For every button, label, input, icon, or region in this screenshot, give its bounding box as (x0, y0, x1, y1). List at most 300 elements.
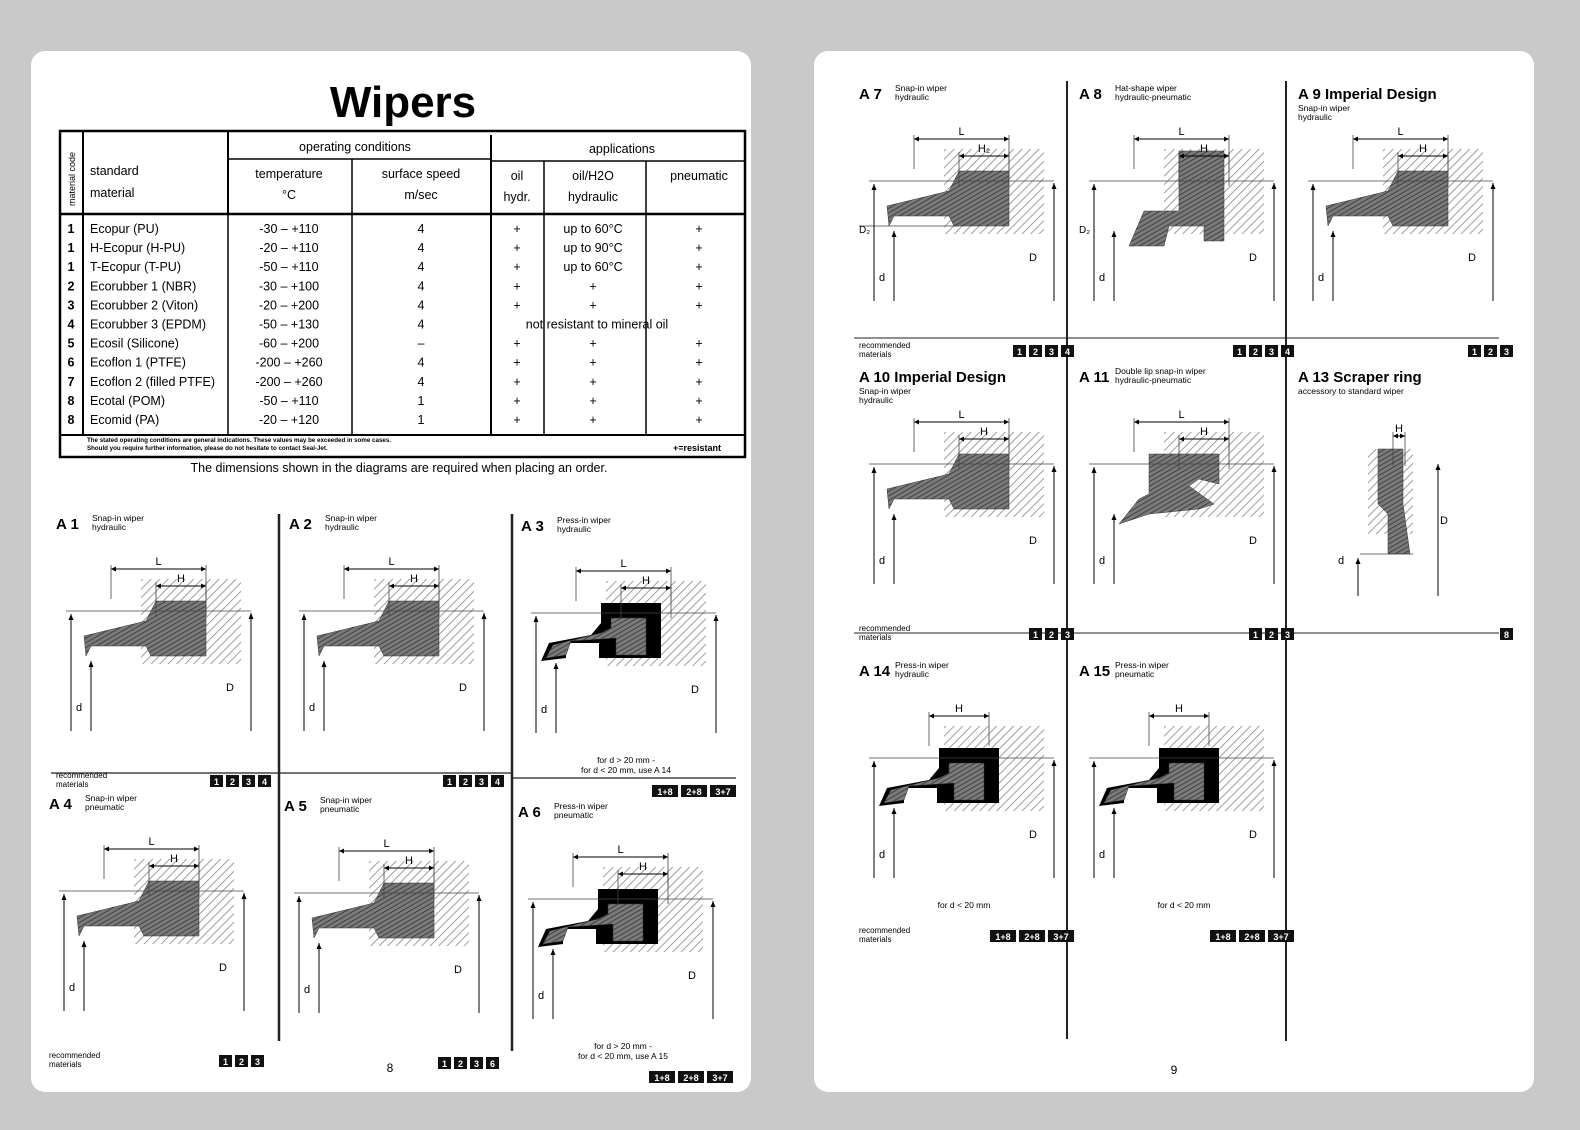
dimension-h-label: H (955, 703, 963, 715)
profile-description: Snap-in wiper (92, 513, 144, 523)
pneumatic-cell: + (695, 279, 703, 294)
oil-h2o-cell: up to 60°C (563, 260, 623, 275)
wiper-profile-cell (1079, 366, 1294, 640)
size-note: for d < 20 mm (1157, 900, 1211, 910)
header-oil-h2o: oil/H2O (572, 169, 614, 183)
dimension-l-label: L (148, 836, 155, 848)
material-badge: 8 (1503, 630, 1510, 640)
material-code-cell: 8 (67, 413, 75, 427)
header-pneumatic: pneumatic (670, 169, 728, 183)
size-note: for d < 20 mm (937, 900, 991, 910)
dimension-d2: D₂ (859, 225, 871, 236)
seal-cross-section (531, 558, 719, 733)
left-page-canvas (31, 51, 751, 1092)
profile-application: pneumatic (320, 804, 360, 814)
seal-cross-section (528, 844, 716, 1019)
material-badge: 2 (1268, 630, 1275, 640)
material-badge: 2+8 (1244, 932, 1260, 942)
material-code-cell: 3 (67, 298, 75, 313)
oil-cell: + (513, 413, 521, 427)
dimension-small-d: d (879, 272, 886, 284)
table-row (68, 241, 703, 255)
dimensions-note: The dimensions shown in the diagrams are required when placing an order. (190, 461, 608, 475)
material-code-cell: 8 (67, 393, 75, 408)
material-code-cell: 1 (67, 222, 75, 236)
header-material-1: standard (90, 164, 139, 178)
material-badges (649, 1071, 733, 1083)
profile-code: A 7 (859, 86, 882, 103)
material-badge: 3 (1503, 347, 1510, 357)
dimension-big-d: D (688, 970, 696, 982)
speed-cell: 1 (417, 393, 425, 408)
material-badge: 3 (478, 777, 485, 787)
wiper-profile-cell (56, 513, 271, 789)
profile-description: Press-in wiper (1115, 660, 1169, 670)
page-number-left: 8 (386, 1061, 394, 1075)
speed-cell: 4 (417, 222, 425, 236)
oil-h2o-cell: + (589, 336, 597, 351)
pneumatic-cell: + (695, 374, 703, 389)
dimension-big-d: D (691, 684, 699, 696)
profile-code: A 4 (49, 796, 72, 813)
right-catalog-page (814, 51, 1534, 1092)
material-badge: 2 (462, 777, 469, 787)
recommended-label: recommended (56, 771, 108, 780)
dimension-small-d: d (309, 702, 316, 714)
dimension-h-label: H (410, 573, 418, 585)
profile-code: A 14 (859, 663, 891, 680)
profile-description: Press-in wiper (557, 515, 611, 525)
profile-application: hydraulic (92, 522, 127, 532)
material-badge: 4 (261, 777, 268, 787)
table-row (68, 222, 703, 236)
material-badge: 1 (222, 1057, 229, 1067)
wiper-profile-cell (1298, 86, 1513, 357)
material-badge: 1 (1252, 630, 1259, 640)
page-number-right: 9 (1170, 1063, 1178, 1077)
speed-cell: 4 (417, 298, 425, 313)
dimension-big-d: D (1029, 535, 1037, 547)
material-badges (1233, 345, 1294, 357)
oil-h2o-cell: + (589, 355, 597, 370)
profile-description: Snap-in wiper (895, 83, 947, 93)
materials-label: materials (859, 633, 892, 642)
dimension-big-d: D (459, 682, 467, 694)
profile-code: A 8 (1079, 86, 1102, 103)
material-badge: 1+8 (657, 787, 673, 797)
dimension-small-d: d (1099, 555, 1106, 567)
left-catalog-page (31, 51, 751, 1092)
profile-code: A 3 (521, 518, 544, 535)
wiper-profile-cell (1298, 369, 1513, 640)
profile-description: Snap-in wiper (85, 793, 137, 803)
dimension-h-label: H (1200, 426, 1208, 438)
dimension-l-label: L (1397, 126, 1404, 138)
dimension-h-label: H (1200, 143, 1208, 155)
material-name-cell: Ecopur (PU) (90, 222, 159, 236)
seal-cross-section (66, 556, 254, 731)
seal-cross-section (59, 836, 247, 1011)
material-badges (652, 785, 736, 797)
profile-application: hydraulic-pneumatic (1115, 375, 1192, 385)
profile-code: A 10 Imperial Design (859, 369, 1006, 386)
material-name-cell: Ecorubber 2 (Viton) (90, 298, 199, 313)
material-badges (438, 1057, 499, 1069)
profile-application: hydraulic (859, 395, 894, 405)
seal-cross-section (869, 409, 1057, 584)
table-row (68, 279, 703, 293)
seal-cross-section (1308, 126, 1496, 301)
dimension-l-label: L (1178, 126, 1185, 138)
material-badge: 1 (1236, 347, 1243, 357)
material-badges (1249, 628, 1294, 640)
wiper-profile-cell (859, 369, 1074, 642)
dimension-big-d: D (1249, 535, 1257, 547)
table-footnote-1: The stated operating conditions are general indications. These values may be exceeded in some cases. (87, 437, 391, 444)
material-badges (219, 1055, 264, 1067)
profile-code: A 5 (284, 798, 307, 815)
material-badge: 1 (213, 777, 220, 787)
material-name-cell: Ecorubber 1 (NBR) (90, 279, 197, 294)
table-row (68, 375, 703, 389)
oil-cell: + (513, 374, 521, 389)
seal-cross-section (299, 556, 487, 731)
materials-label: materials (859, 350, 892, 359)
header-temperature-unit: °C (281, 188, 297, 202)
material-badges (990, 930, 1074, 942)
profile-code: A 13 Scraper ring (1298, 369, 1422, 386)
speed-cell: 4 (417, 260, 425, 275)
profile-code: A 9 Imperial Design (1298, 86, 1437, 103)
wiper-profile-cell (1079, 660, 1294, 942)
material-badge: 2+8 (683, 1073, 699, 1083)
dimension-h-label: H (1419, 143, 1427, 155)
table-footnote-2: Should you require further information, please do not hesitate to contact Seal-Jet. (87, 445, 328, 452)
material-badge: 1 (1016, 347, 1023, 357)
page-title: Wipers (329, 78, 477, 127)
dimension-l-label: L (388, 556, 395, 568)
material-badge: 2 (1252, 347, 1259, 357)
recommended-label: recommended (49, 1051, 101, 1060)
material-badge: 2 (457, 1059, 464, 1069)
temperature-cell: -60 – +200 (258, 336, 320, 351)
wiper-profile-cell (518, 801, 733, 1083)
temperature-cell: -30 – +100 (258, 279, 320, 294)
header-oil-hydr: hydr. (503, 190, 531, 204)
table-row (68, 260, 703, 274)
pneumatic-cell: + (695, 241, 703, 256)
temperature-cell: -200 – +260 (255, 374, 323, 389)
material-code-cell: 1 (67, 260, 75, 275)
wiper-profile-cell (859, 660, 1074, 944)
table-row (68, 413, 703, 427)
profile-application: hydraulic-pneumatic (1115, 92, 1192, 102)
dimension-small-d: d (1338, 555, 1345, 567)
dimension-big-d: D (1029, 252, 1037, 264)
material-badges (1210, 930, 1294, 942)
pneumatic-cell: + (695, 393, 703, 408)
oil-cell: + (513, 336, 521, 351)
dimension-h-label: H (980, 426, 988, 438)
recommended-label: recommended (859, 341, 911, 350)
dimension-h-label: H (642, 575, 650, 587)
material-badge: 2 (1032, 347, 1039, 357)
material-name-cell: Ecotal (POM) (90, 393, 166, 408)
material-code-cell: 4 (67, 317, 75, 332)
dimension-l-label: L (958, 409, 965, 421)
dimension-small-d: d (76, 702, 83, 714)
seal-cross-section (869, 703, 1057, 878)
dimension-small-d: d (879, 849, 886, 861)
speed-cell: 4 (417, 279, 425, 294)
temperature-cell: -200 – +260 (255, 355, 323, 370)
oil-h2o-cell: + (589, 279, 597, 294)
pneumatic-cell: + (695, 413, 703, 427)
profile-application: hydraulic (325, 522, 360, 532)
header-applications: applications (588, 142, 656, 156)
temperature-cell: -20 – +200 (258, 298, 320, 313)
speed-cell: 1 (417, 413, 425, 427)
header-operating-conditions: operating conditions (299, 140, 411, 154)
dimension-small-d: d (541, 704, 548, 716)
profile-application: pneumatic (85, 802, 125, 812)
wiper-profile-cell (859, 83, 1074, 359)
table-body (68, 222, 703, 427)
material-badge: 3+7 (1053, 932, 1069, 942)
material-badge: 3 (245, 777, 252, 787)
wiper-profile-cell (284, 795, 499, 1069)
table-row (68, 318, 669, 332)
profile-application: hydraulic (557, 524, 592, 534)
dimension-l-label: L (620, 558, 627, 570)
dimension-big-d: D (454, 964, 462, 976)
material-badge: 3+7 (715, 787, 731, 797)
dimension-h-label: H (1175, 703, 1183, 715)
material-code-cell: 1 (67, 241, 75, 256)
material-badge: 3+7 (1273, 932, 1289, 942)
dimension-small-d: d (879, 555, 886, 567)
seal-cross-section (1089, 703, 1277, 878)
profile-application: pneumatic (554, 810, 594, 820)
profile-code: A 2 (289, 516, 312, 533)
pneumatic-cell: + (695, 336, 703, 351)
speed-cell: 4 (417, 374, 425, 389)
seal-cross-section (1089, 409, 1277, 584)
pneumatic-cell: + (695, 260, 703, 275)
dimension-big-d: D (1029, 829, 1037, 841)
material-badges (443, 775, 504, 787)
profile-application: hydraulic (895, 92, 930, 102)
pneumatic-cell: + (695, 298, 703, 313)
profile-application: hydraulic (1298, 112, 1333, 122)
material-name-cell: Ecorubber 3 (EPDM) (90, 317, 207, 332)
dimension-d2: D₂ (1079, 225, 1091, 236)
size-note: for d > 20 mm - (597, 755, 655, 765)
profile-application: hydraulic (895, 669, 930, 679)
dimension-small-d: d (304, 984, 311, 996)
speed-cell: 4 (417, 355, 425, 370)
header-surface-speed-unit: m/sec (404, 188, 438, 202)
material-code-header: material code (67, 151, 77, 206)
pneumatic-cell: + (695, 222, 703, 236)
oil-h2o-cell: + (589, 374, 597, 389)
wiper-profile-cell (521, 515, 736, 797)
profile-code: A 15 (1079, 663, 1111, 680)
dimension-h-label: H (170, 853, 178, 865)
material-name-cell: Ecoflon 1 (PTFE) (90, 355, 186, 370)
size-note: for d < 20 mm, use A 15 (577, 1051, 669, 1061)
speed-cell: – (417, 336, 425, 351)
material-badge: 3 (1284, 630, 1291, 640)
speed-cell: 4 (417, 317, 425, 332)
material-code-cell: 5 (67, 336, 75, 351)
material-badge: 1+8 (995, 932, 1011, 942)
temperature-cell: -20 – +120 (258, 413, 320, 427)
seal-cross-section (1079, 126, 1277, 301)
material-badge: 4 (1064, 347, 1071, 357)
material-badge: 1 (441, 1059, 448, 1069)
dimension-big-d: D (219, 962, 227, 974)
oil-h2o-cell: + (589, 298, 597, 313)
seal-cross-section (859, 126, 1057, 301)
material-badge: 3+7 (712, 1073, 728, 1083)
recommended-label: recommended (859, 624, 911, 633)
table-row (68, 356, 703, 370)
material-badges (1500, 628, 1513, 640)
dimension-l-label: L (1178, 409, 1185, 421)
right-page-canvas (814, 51, 1534, 1092)
dimension-l-label: L (617, 844, 624, 856)
oil-cell: + (513, 279, 521, 294)
dimension-l-label: L (383, 838, 390, 850)
temperature-cell: -50 – +130 (258, 317, 320, 332)
oil-cell: + (513, 222, 521, 236)
material-badges (210, 775, 271, 787)
oil-h2o-cell: + (589, 413, 597, 427)
wiper-profile-cell (1079, 83, 1294, 357)
profile-description: Snap-in wiper (325, 513, 377, 523)
profile-description: accessory to standard wiper (1298, 386, 1404, 396)
dimension-big-d: D (1249, 252, 1257, 264)
material-badge: 6 (489, 1059, 496, 1069)
dimension-big-d: D (1468, 252, 1476, 264)
pneumatic-cell: + (695, 355, 703, 370)
header-material-2: material (90, 186, 135, 200)
table-row (68, 337, 703, 351)
material-badge: 4 (494, 777, 501, 787)
dimension-h-label: H (1395, 423, 1403, 435)
oil-cell: + (513, 241, 521, 256)
material-name-cell: T-Ecopur (T-PU) (90, 260, 181, 275)
oil-cell: + (513, 393, 521, 408)
material-badges (1029, 628, 1074, 640)
material-badge: 2 (238, 1057, 245, 1067)
profile-description: Snap-in wiper (859, 386, 911, 396)
material-code-cell: 6 (67, 355, 75, 370)
temperature-cell: -50 – +110 (259, 393, 319, 408)
table-row (68, 394, 703, 408)
temperature-cell: -50 – +110 (259, 260, 319, 275)
speed-cell: 4 (417, 241, 425, 256)
seal-cross-section (294, 838, 482, 1013)
material-badge: 4 (1284, 347, 1291, 357)
material-badge: 1 (1032, 630, 1039, 640)
header-temperature: temperature (255, 167, 323, 181)
material-name-cell: H-Ecopur (H-PU) (90, 241, 186, 256)
profile-code: A 6 (518, 804, 541, 821)
material-badge: 2 (1048, 630, 1055, 640)
profile-description: Snap-in wiper (1298, 103, 1350, 113)
applications-note-cell: not resistant to mineral oil (525, 317, 669, 332)
material-badge: 2 (229, 777, 236, 787)
recommended-label: recommended (859, 926, 911, 935)
size-note: for d > 20 mm - (594, 1041, 652, 1051)
wiper-profile-cell (49, 793, 264, 1069)
material-badge: 3 (1268, 347, 1275, 357)
oil-cell: + (513, 298, 521, 313)
material-code-cell: 7 (67, 374, 75, 389)
material-name-cell: Ecosil (Silicone) (90, 336, 179, 351)
dimension-big-d: D (1440, 515, 1448, 527)
dimension-small-d: d (1099, 272, 1106, 284)
header-surface-speed: surface speed (381, 167, 461, 181)
profile-application: pneumatic (1115, 669, 1155, 679)
dimension-h-label: H₂ (977, 143, 991, 155)
material-name-cell: Ecoflon 2 (filled PTFE) (90, 374, 216, 389)
materials-label: materials (56, 780, 89, 789)
profile-code: A 11 (1079, 369, 1110, 386)
profile-code: A 1 (56, 516, 79, 533)
material-badge: 1 (446, 777, 453, 787)
material-badge: 1+8 (654, 1073, 670, 1083)
header-oil-h2o-hydraulic: hydraulic (567, 190, 619, 204)
table-legend: +=resistant (672, 443, 721, 453)
dimension-big-d: D (1249, 829, 1257, 841)
wiper-profile-cell (289, 513, 504, 787)
seal-cross-section (1338, 423, 1448, 596)
dimension-small-d: d (1099, 849, 1106, 861)
material-badge: 1 (1471, 347, 1478, 357)
oil-h2o-cell: up to 60°C (563, 222, 623, 236)
material-badge: 3 (1064, 630, 1071, 640)
material-name-cell: Ecomid (PA) (90, 413, 160, 427)
material-badge: 2 (1487, 347, 1494, 357)
profile-description: Press-in wiper (895, 660, 949, 670)
material-code-cell: 2 (67, 279, 75, 294)
header-oil: oil (510, 169, 524, 183)
oil-cell: + (513, 355, 521, 370)
profile-description: Hat-shape wiper (1115, 83, 1177, 93)
material-badge: 3 (1048, 347, 1055, 357)
table-row (68, 298, 703, 312)
material-badges (1013, 345, 1074, 357)
temperature-cell: -20 – +110 (259, 241, 319, 256)
materials-label: materials (49, 1060, 82, 1069)
materials-label: materials (859, 935, 892, 944)
material-badge: 3 (473, 1059, 480, 1069)
oil-h2o-cell: up to 90°C (563, 241, 623, 256)
profile-description: Press-in wiper (554, 801, 608, 811)
dimension-big-d: D (226, 682, 234, 694)
dimension-h-label: H (639, 861, 647, 873)
profile-description: Snap-in wiper (320, 795, 372, 805)
dimension-small-d: d (69, 982, 76, 994)
material-badge: 3 (254, 1057, 261, 1067)
dimension-l-label: L (155, 556, 162, 568)
material-badge: 1+8 (1215, 932, 1231, 942)
oil-cell: + (513, 260, 521, 275)
material-badge: 2+8 (686, 787, 702, 797)
